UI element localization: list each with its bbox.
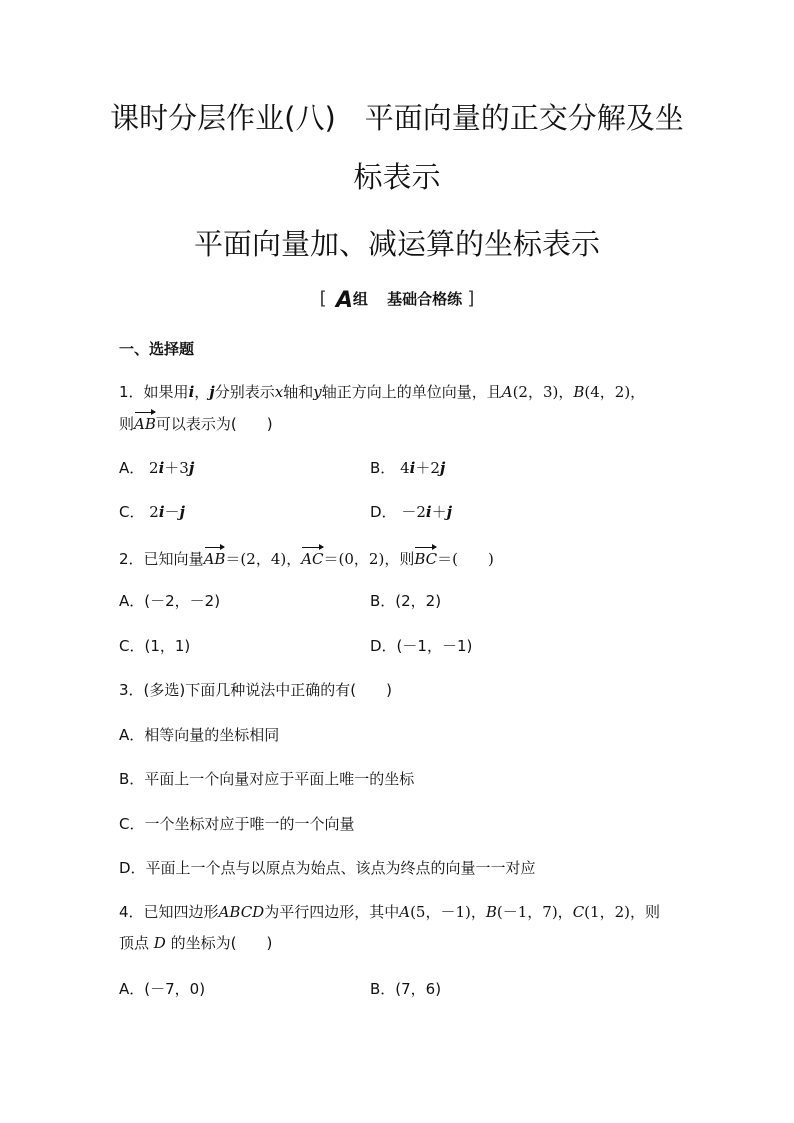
q4-option-b[interactable]: B．(7，6)	[370, 980, 442, 998]
option-label: D．	[370, 503, 397, 521]
point-b-coord: (4，2)，	[584, 383, 646, 401]
q1-comma: ，	[194, 383, 210, 401]
point-b: B	[485, 903, 497, 921]
option-label: A．	[119, 459, 145, 477]
q3-option-d[interactable]: D．平面上一个点与以原点为始点、该点为终点的向量一一对应	[119, 859, 536, 877]
group-header	[0, 288, 794, 312]
q4-option-a[interactable]: A．(－7，0)	[119, 980, 206, 998]
option-label: C．	[119, 503, 145, 521]
q2-option-d[interactable]: D．(－1，－1)	[370, 637, 473, 655]
vector-i: i	[409, 459, 416, 477]
point-c: C	[572, 903, 585, 921]
quad-abcd: ABCD	[218, 903, 265, 921]
group-label: 基础合格练	[387, 290, 463, 308]
q2-value: ＝(2，4)，	[225, 550, 302, 568]
q2-option-a[interactable]: A．(－2，－2)	[119, 592, 221, 610]
q1-number: 1．	[119, 383, 144, 401]
point-d: D	[153, 934, 166, 952]
option-text: ＋2	[415, 459, 440, 477]
open-bracket: [	[319, 288, 327, 309]
q3-option-a[interactable]: A．相等向量的坐标相同	[119, 726, 280, 744]
q4-stem-line1	[119, 901, 660, 923]
vector-i: i	[158, 503, 165, 521]
vector-j: j	[209, 383, 215, 401]
q2-value: ＝( )	[437, 550, 494, 568]
vector-j: j	[188, 459, 195, 477]
q1-option-d[interactable]	[370, 501, 452, 523]
point-a-coord: (2，3)，	[512, 383, 574, 401]
q2-number: 2．	[119, 550, 144, 568]
vector-i: i	[425, 503, 432, 521]
q1-text: 轴正方向上的单位向量，且	[321, 383, 502, 401]
q1-option-a[interactable]	[119, 457, 194, 479]
vector-bc: BC	[414, 546, 437, 570]
q3-option-c[interactable]: C．一个坐标对应于唯一的一个向量	[119, 815, 355, 833]
q1-text: 轴和	[283, 383, 314, 401]
q3-stem: 3．(多选)下面几种说法中正确的有( )	[119, 681, 392, 699]
option-label: B．	[370, 459, 396, 477]
vector-j: j	[446, 503, 453, 521]
point-a: A	[501, 383, 513, 401]
q4-text: 的坐标为( )	[170, 934, 273, 952]
option-text: －2	[401, 503, 426, 521]
q2-stem	[119, 546, 494, 570]
vector-ab: AB	[204, 546, 226, 570]
vector-i: i	[188, 383, 195, 401]
var-y: y	[313, 383, 322, 401]
q1-option-b[interactable]	[370, 457, 445, 479]
option-text: ＋3	[164, 459, 189, 477]
q1-text: 分别表示	[214, 383, 275, 401]
q1-text: 则	[119, 415, 135, 433]
title-line-2: 标表示	[353, 160, 441, 194]
vector-ac: AC	[301, 546, 323, 570]
q3-option-b[interactable]: B．平面上一个向量对应于平面上唯一的坐标	[119, 770, 415, 788]
q2-value: ＝(0，2)，则	[323, 550, 415, 568]
q4-text: 已知四边形	[143, 903, 219, 921]
point-a-coord: (5，－1)，	[410, 903, 486, 921]
vector-j: j	[179, 503, 185, 521]
q4-text: 顶点	[119, 934, 150, 952]
var-x: x	[274, 383, 284, 401]
q2-option-c[interactable]: C．(1，1)	[119, 637, 191, 655]
q1-text: 如果用	[143, 383, 189, 401]
vector-j: j	[439, 459, 446, 477]
q4-stem-line2	[119, 932, 272, 954]
q4-text: 为平行四边形，其中	[264, 903, 400, 921]
point-c-coord: (1，2)，则	[584, 903, 660, 921]
q2-option-b[interactable]: B．(2，2)	[370, 592, 442, 610]
vector-ab: AB	[134, 411, 156, 435]
q2-text: 已知向量	[143, 550, 204, 568]
group-badge: A	[335, 288, 353, 313]
option-text: 2	[149, 459, 159, 477]
q1-stem-line2	[119, 411, 273, 435]
title-line-1: 课时分层作业(八) 平面向量的正交分解及坐	[110, 101, 684, 135]
q1-option-c[interactable]	[119, 501, 185, 523]
section-heading: 一、选择题	[119, 340, 195, 358]
vector-i: i	[158, 459, 165, 477]
point-b-coord: (－1，7)，	[496, 903, 573, 921]
q1-text: 可以表示为( )	[155, 415, 273, 433]
option-text: 4	[400, 459, 410, 477]
q1-stem-line1	[119, 381, 645, 403]
point-b: B	[573, 383, 585, 401]
subtitle: 平面向量加、减运算的坐标表示	[193, 227, 600, 261]
close-bracket: ]	[467, 288, 475, 309]
point-a: A	[399, 903, 411, 921]
option-text: 2	[149, 503, 159, 521]
group-name: 组	[352, 290, 368, 308]
q4-number: 4．	[119, 903, 144, 921]
option-text: －	[164, 503, 180, 521]
option-text: ＋	[431, 503, 447, 521]
